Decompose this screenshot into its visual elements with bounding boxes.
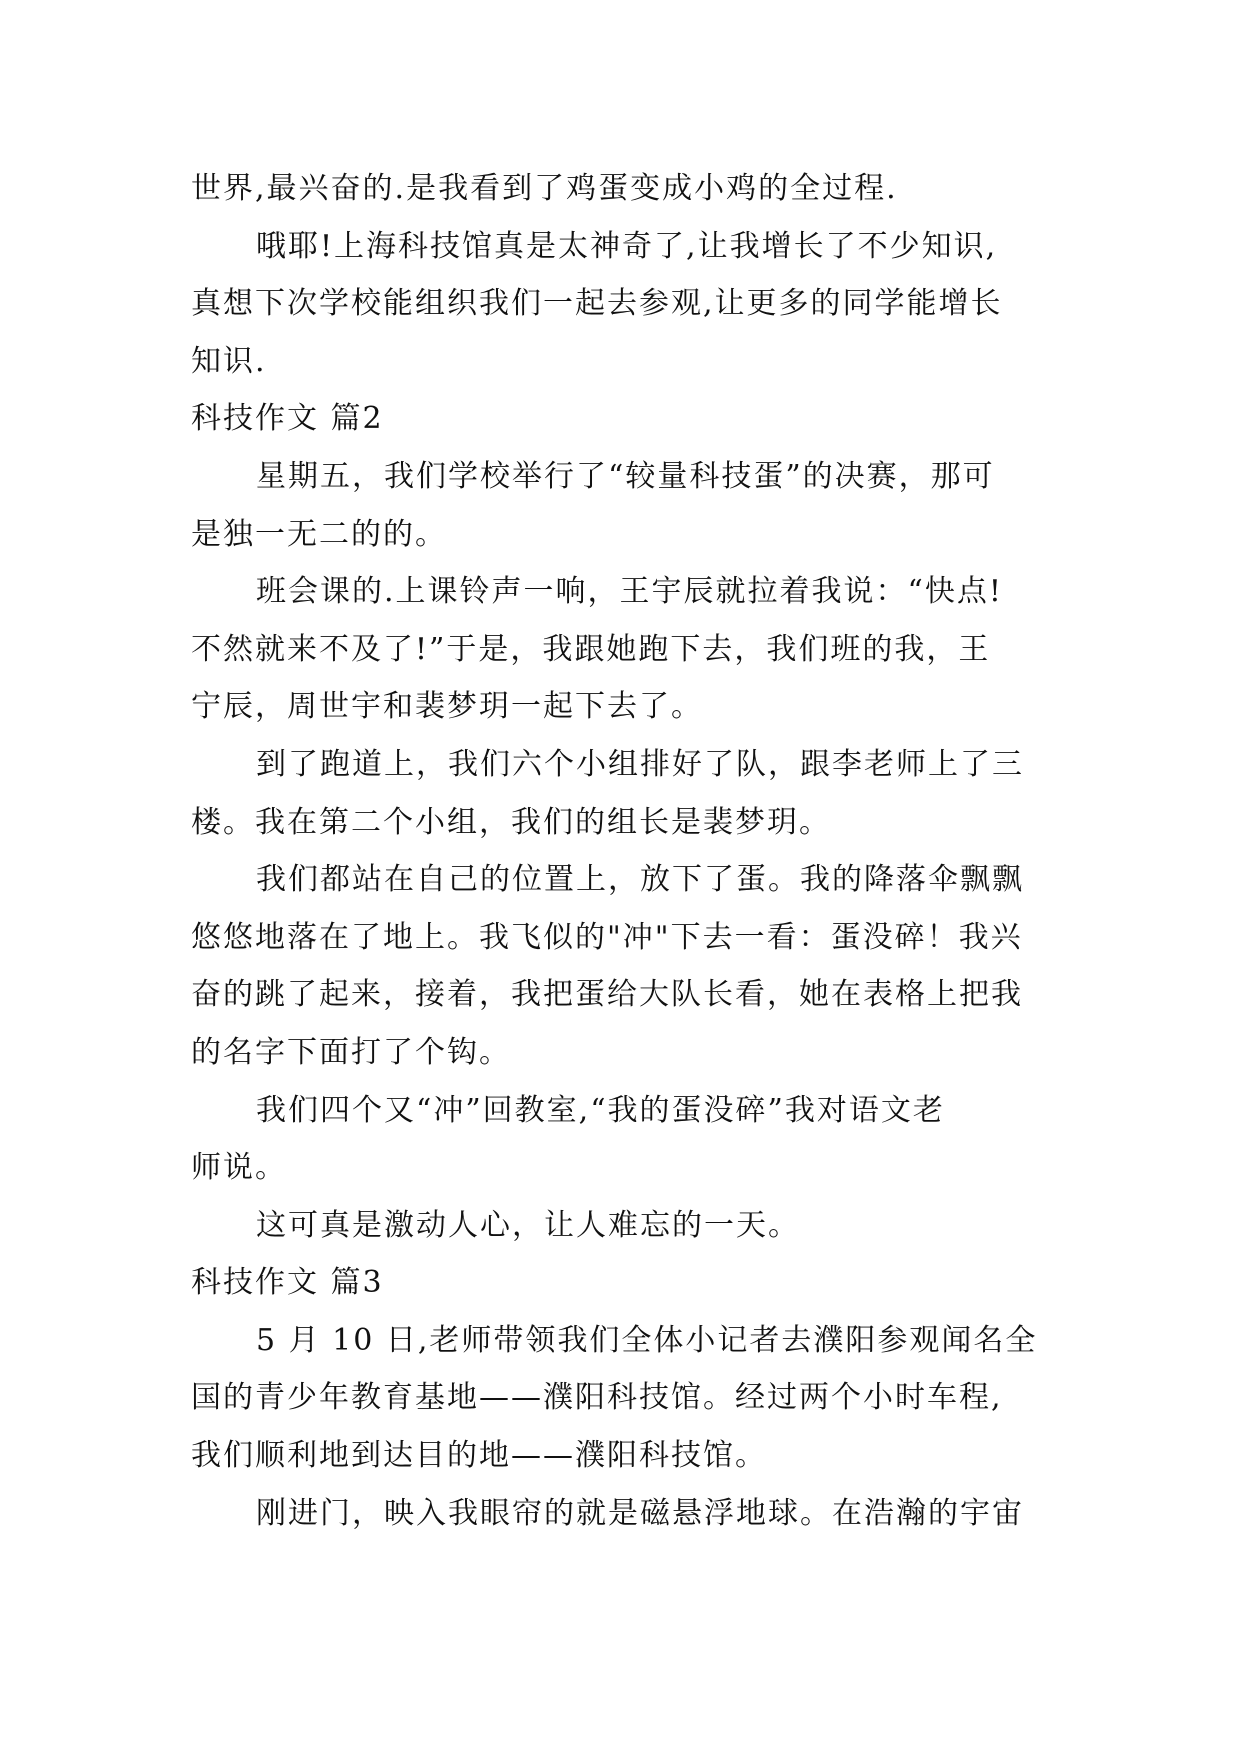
paragraph-start: 到了跑道上，我们六个小组排好了队，跟李老师上了三 — [256, 746, 1024, 782]
paragraph-start: 我们四个又“冲”回教室,“我的蛋没碎”我对语文老 — [256, 1092, 945, 1128]
paragraph-start: 我们都站在自己的位置上，放下了蛋。我的降落伞飘飘 — [256, 862, 1024, 898]
text-line: 真想下次学校能组织我们一起去参观,让更多的同学能增长 — [191, 286, 1003, 322]
text-line: 我们顺利地到达目的地——濮阳科技馆。 — [191, 1438, 767, 1474]
paragraph-start: 这可真是激动人心，让人难忘的一天。 — [256, 1207, 800, 1243]
document-body — [191, 160, 1056, 1542]
text-line: 的名字下面打了个钩。 — [191, 1034, 511, 1070]
text-line: 是独一无二的的。 — [191, 516, 447, 552]
text-line: 世界,最兴奋的.是我看到了鸡蛋变成小鸡的全过程. — [191, 171, 898, 206]
paragraph-start: 班会课的.上课铃声一响，王宇辰就拉着我说：“快点! — [256, 574, 1003, 610]
text-line: 国的青少年教育基地——濮阳科技馆。经过两个小时车程, — [191, 1380, 1003, 1416]
text-line: 悠悠地落在了地上。我飞似的"冲"下去一看：蛋没碎！我兴 — [191, 919, 1023, 955]
section-heading: 科技作文 篇2 — [191, 401, 384, 437]
paragraph-start: 5 月 10 日,老师带领我们全体小记者去濮阳参观闻名全 — [256, 1322, 1038, 1358]
text-line: 知识. — [191, 343, 267, 379]
paragraph-start: 哦耶!上海科技馆真是太神奇了,让我增长了不少知识, — [256, 228, 998, 264]
text-line: 不然就来不及了!”于是，我跟她跑下去，我们班的我，王 — [191, 631, 991, 667]
text-line: 宁辰，周世宇和裴梦玥一起下去了。 — [191, 689, 703, 725]
section-heading: 科技作文 篇3 — [191, 1265, 384, 1301]
paragraph-start: 星期五，我们学校举行了“较量科技蛋”的决赛，那可 — [256, 458, 995, 494]
paragraph-start: 刚进门，映入我眼帘的就是磁悬浮地球。在浩瀚的宇宙 — [256, 1495, 1024, 1531]
text-line: 奋的跳了起来，接着，我把蛋给大队长看，她在表格上把我 — [191, 977, 1023, 1013]
text-line: 楼。我在第二个小组，我们的组长是裴梦玥。 — [191, 804, 831, 840]
text-line: 师说。 — [191, 1150, 287, 1186]
